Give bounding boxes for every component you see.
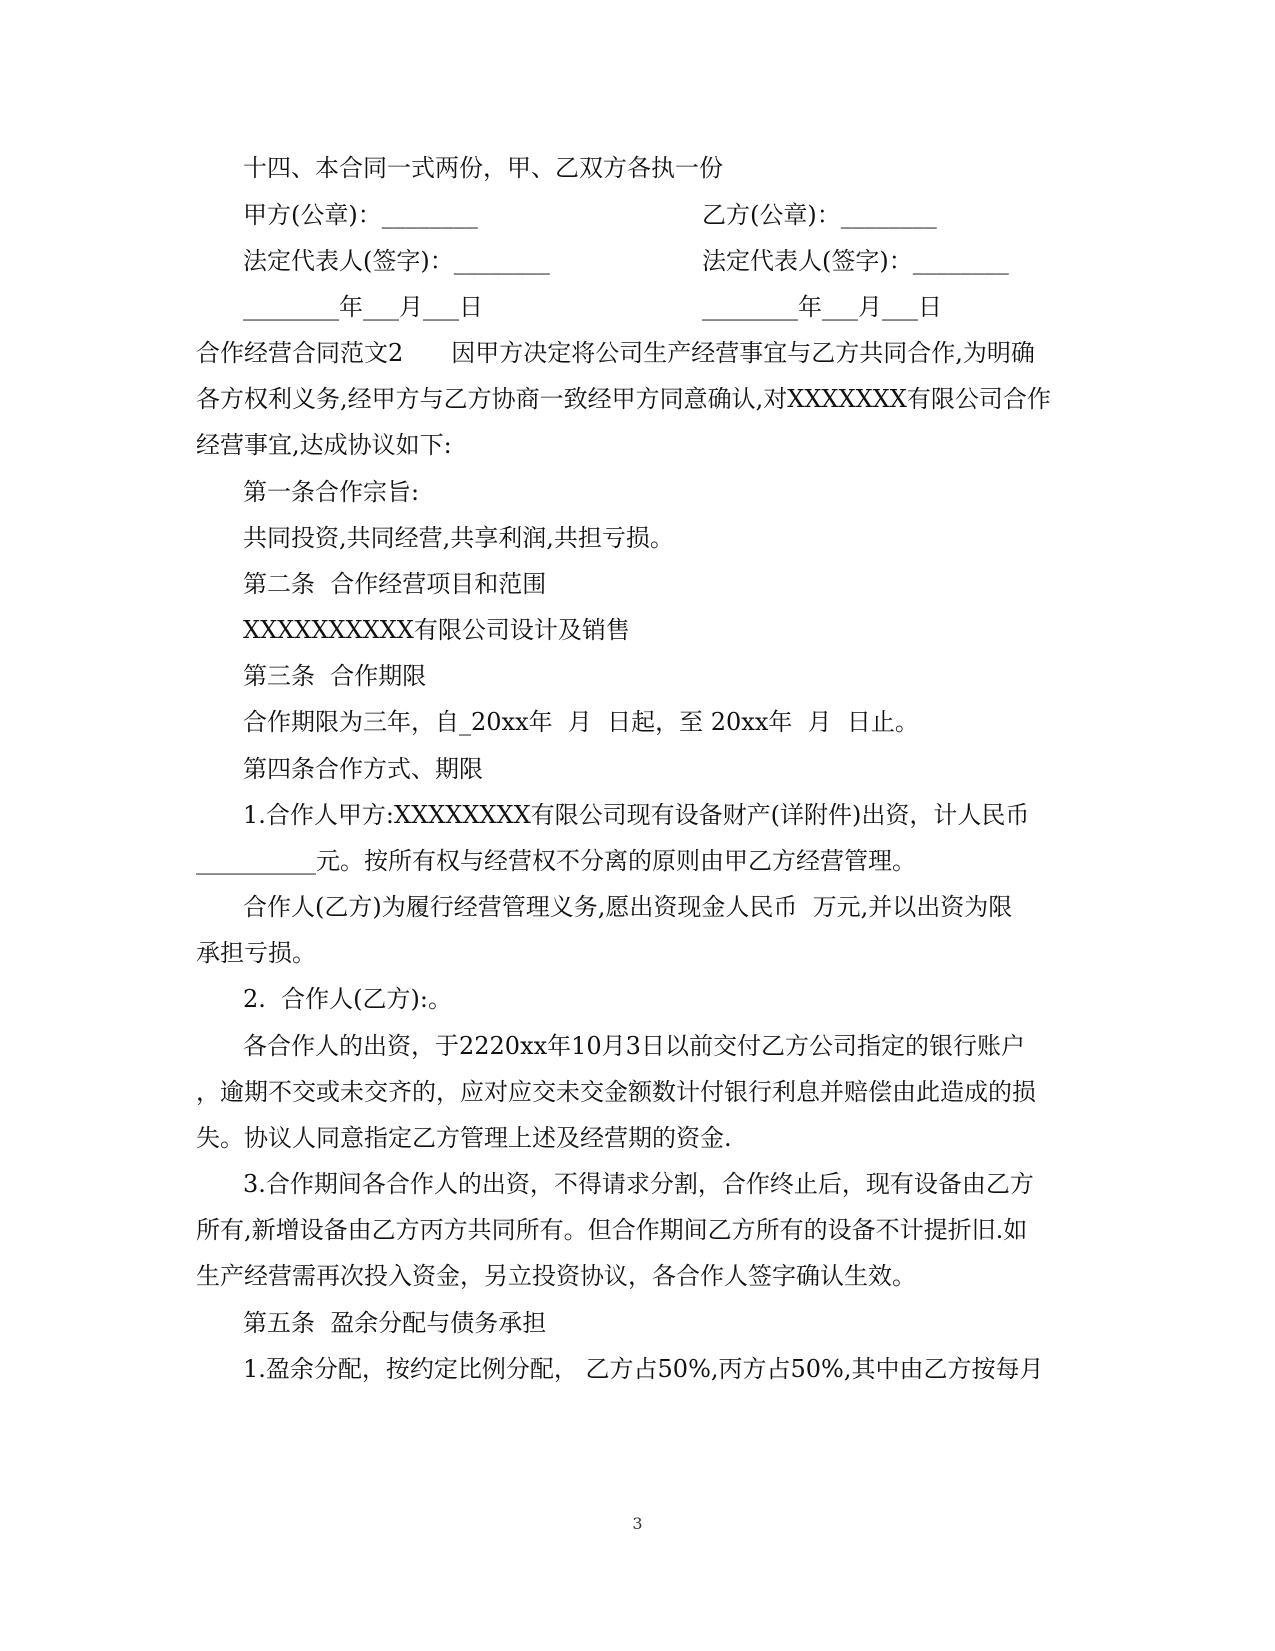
paragraph-line: 合作期限为三年，自_20xx年 月 日起，至 20xx年 月 日止。 [243, 708, 919, 736]
article-heading: 第四条合作方式、期限 [243, 755, 483, 783]
paragraph-line: 3.合作期间各合作人的出资，不得请求分割，合作终止后，现有设备由乙方 [243, 1170, 1034, 1198]
article-heading: 第二条 合作经营项目和范围 [243, 570, 547, 598]
article-heading: 第一条合作宗旨: [243, 478, 420, 506]
paragraph-line: 所有,新增设备由乙方丙方共同所有。但合作期间乙方所有的设备不计提折旧.如 [196, 1216, 1028, 1244]
paragraph-line: 承担亏损。 [196, 939, 316, 967]
page-number: 3 [632, 1514, 643, 1533]
paragraph-line: __________元。按所有权与经营权不分离的原则由甲乙方经营管理。 [196, 847, 916, 875]
party-b-seal: 乙方(公章)：________ [702, 201, 937, 229]
article-heading: 第三条 合作期限 [243, 662, 427, 690]
paragraph-line: ，逾期不交或未交齐的，应对应交未交金额数计付银行利息并赔偿由此造成的损 [196, 1078, 1036, 1106]
clause-14: 十四、本合同一式两份，甲、乙双方各执一份 [243, 154, 723, 182]
paragraph-line: 生产经营需再次投入资金，另立投资协议，各合作人签字确认生效。 [196, 1262, 916, 1290]
article-heading: 第五条 盈余分配与债务承担 [243, 1309, 547, 1337]
paragraph-line: 经营事宜,达成协议如下: [196, 431, 452, 459]
paragraph-line: 各方权利义务,经甲方与乙方协商一致经甲方同意确认,对XXXXXXX有限公司合作 [196, 385, 1051, 413]
party-a-seal: 甲方(公章)：________ [243, 201, 478, 229]
party-a-date: ________年___月___日 [243, 293, 483, 321]
paragraph-line: 各合作人的出资，于2220xx年10月3日以前交付乙方公司指定的银行账户 [243, 1032, 1025, 1060]
paragraph-line: 失。协议人同意指定乙方管理上述及经营期的资金. [196, 1124, 732, 1152]
paragraph-line: 1.合作人甲方:XXXXXXXX有限公司现有设备财产(详附件)出资，计人民币 [243, 801, 1030, 829]
party-b-representative: 法定代表人(签字)：________ [702, 247, 1009, 275]
party-a-representative: 法定代表人(签字)：________ [243, 247, 550, 275]
paragraph-line: 2. 合作人(乙方):。 [243, 985, 452, 1013]
paragraph-line: XXXXXXXXXX有限公司设计及销售 [243, 616, 630, 644]
paragraph-line: 合作经营合同范文2 因甲方决定将公司生产经营事宜与乙方共同合作,为明确 [196, 339, 1035, 367]
paragraph-line: 1.盈余分配，按约定比例分配， 乙方占50%,丙方占50%,其中由乙方按每月 [243, 1355, 1044, 1383]
party-b-date: ________年___月___日 [702, 293, 942, 321]
paragraph-line: 共同投资,共同经营,共享利润,共担亏损。 [243, 524, 674, 552]
paragraph-line: 合作人(乙方)为履行经营管理义务,愿出资现金人民币 万元,并以出资为限 [243, 893, 1013, 921]
